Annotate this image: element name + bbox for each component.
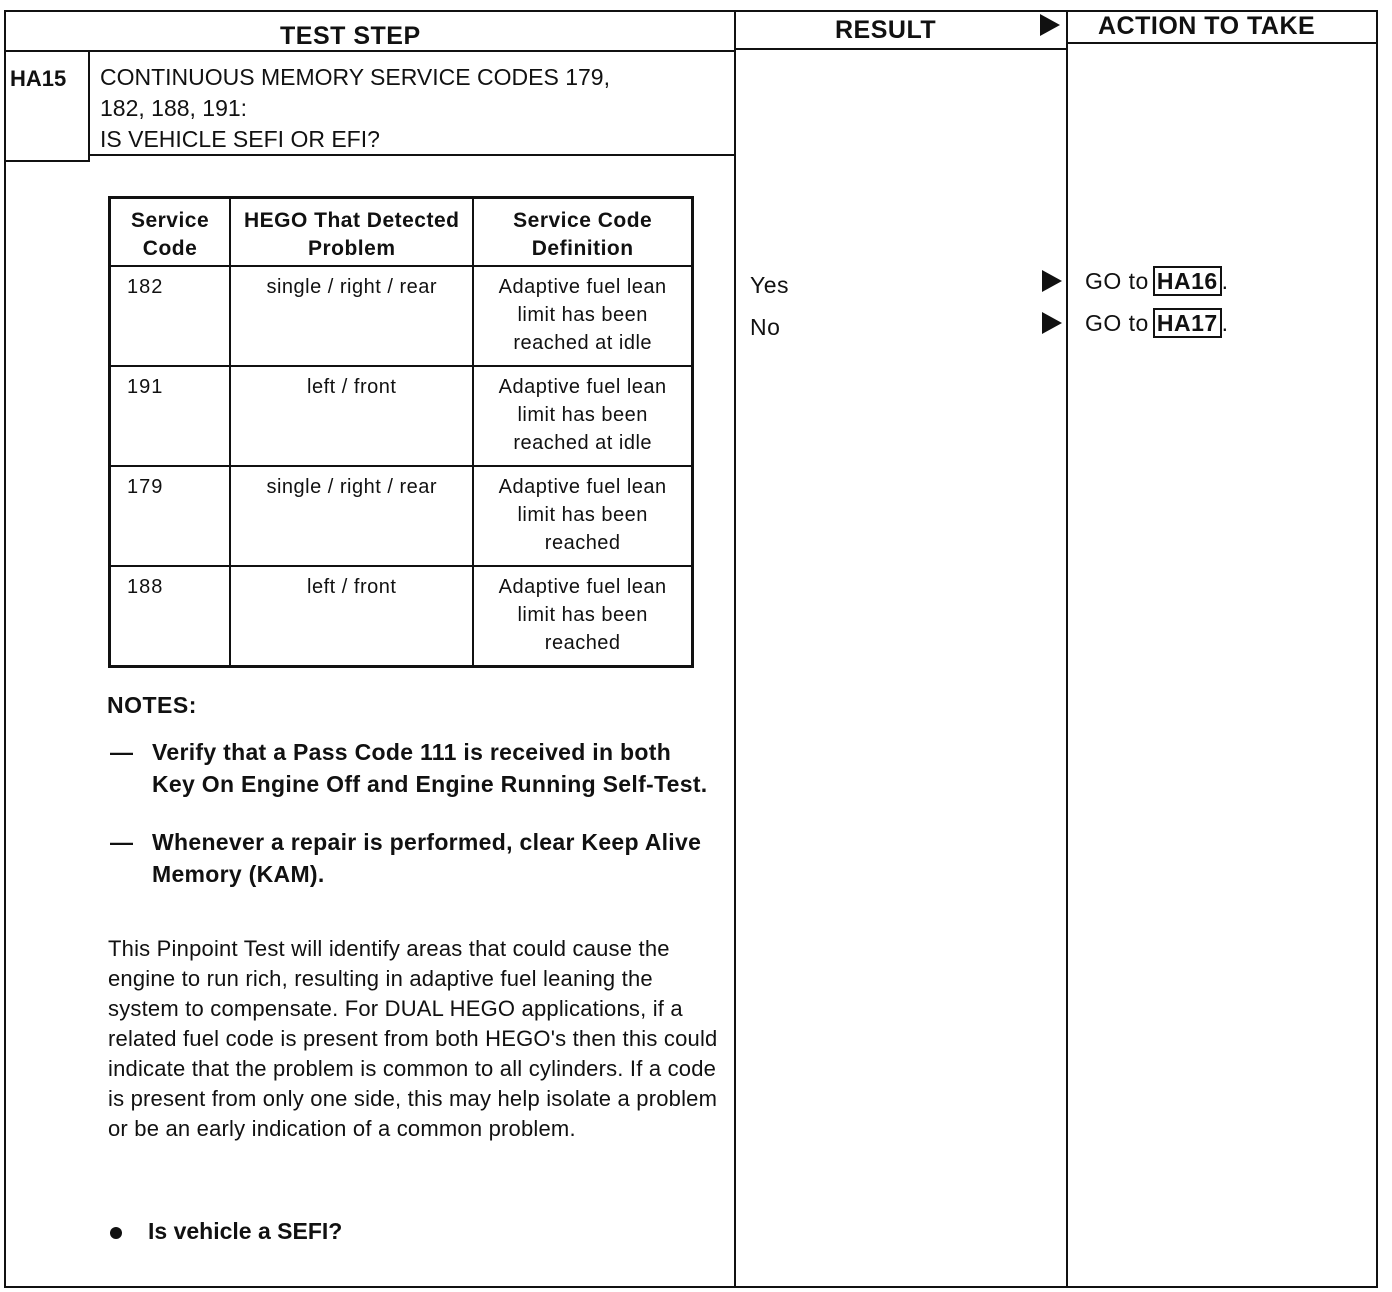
cell-definition: Adaptive fuel lean limit has been reached — [473, 466, 692, 566]
question-text: Is vehicle a SEFI? — [148, 1218, 343, 1244]
note-text: Verify that a Pass Code 111 is received in both Key On Engine Off and Engine Running Self-Test. — [152, 739, 708, 797]
table-row — [110, 466, 693, 566]
dash-icon: — — [110, 739, 134, 765]
step-title-line: IS VEHICLE SEFI OR EFI? — [100, 126, 380, 152]
table-header-row — [110, 198, 693, 267]
step-reference-link[interactable]: HA16 — [1153, 266, 1222, 296]
dash-icon: — — [110, 829, 134, 855]
divider-result-column — [734, 10, 736, 1288]
table-row — [110, 566, 693, 667]
cell-service-code: 191 — [110, 366, 231, 466]
header-arrow-icon — [1040, 14, 1060, 36]
note-text: Whenever a repair is performed, clear Keep Alive Memory (KAM). — [152, 829, 702, 887]
header-test-step: TEST STEP — [280, 22, 421, 50]
notes-title: NOTES: — [107, 692, 197, 718]
divider-action-column — [1066, 10, 1068, 1288]
cell-service-code: 182 — [110, 266, 231, 366]
description-paragraph: This Pinpoint Test will identify areas that could cause the engine to run rich, resulting in adaptive fuel leaning the system to compensate. For DUAL HEGO applications, if a related fuel code is present from both HEGO's then this could indicate that the problem is common to all cylinders. If a code is present from only one side, this may help isolate a problem or be an early indication of a common problem. — [108, 936, 718, 1141]
step-title-line: CONTINUOUS MEMORY SERVICE CODES 179, — [100, 64, 610, 90]
step-title — [100, 62, 610, 155]
action-prefix: GO to — [1085, 310, 1149, 336]
divider-header-mid — [734, 48, 1068, 50]
result-arrow-icon — [1042, 312, 1062, 334]
cell-definition: Adaptive fuel lean limit has been reached — [473, 566, 692, 667]
divider-step-title — [4, 160, 90, 162]
header-result: RESULT — [835, 16, 937, 44]
service-code-table — [108, 196, 694, 668]
column-header-service-code: Service Code — [110, 198, 231, 267]
cell-service-code: 188 — [110, 566, 231, 667]
bullet-icon — [110, 1227, 122, 1239]
column-header-hego: HEGO That Detected Problem — [230, 198, 473, 267]
cell-definition: Adaptive fuel lean limit has been reached at idle — [473, 266, 692, 366]
step-title-line: 182, 188, 191: — [100, 95, 248, 121]
column-header-definition: Service Code Definition — [473, 198, 692, 267]
cell-hego: left / front — [230, 366, 473, 466]
cell-hego: single / right / rear — [230, 266, 473, 366]
cell-hego: left / front — [230, 566, 473, 667]
cell-hego: single / right / rear — [230, 466, 473, 566]
result-arrow-icon — [1042, 270, 1062, 292]
result-yes: Yes — [750, 272, 790, 298]
cell-service-code: 179 — [110, 466, 231, 566]
table-row — [110, 366, 693, 466]
table-row — [110, 266, 693, 366]
result-no: No — [750, 314, 781, 340]
action-no: GO to HA17 . — [1085, 310, 1229, 336]
step-id: HA15 — [10, 66, 67, 91]
cell-definition: Adaptive fuel lean limit has been reached at idle — [473, 366, 692, 466]
step-reference-link[interactable]: HA17 — [1153, 308, 1222, 338]
action-prefix: GO to — [1085, 268, 1149, 294]
question-bullet — [110, 1218, 342, 1245]
header-action-to-take: ACTION TO TAKE — [1098, 12, 1316, 40]
action-yes: GO to HA16 . — [1085, 268, 1229, 294]
divider-step-id — [88, 50, 90, 162]
divider-header-right — [1066, 42, 1378, 44]
